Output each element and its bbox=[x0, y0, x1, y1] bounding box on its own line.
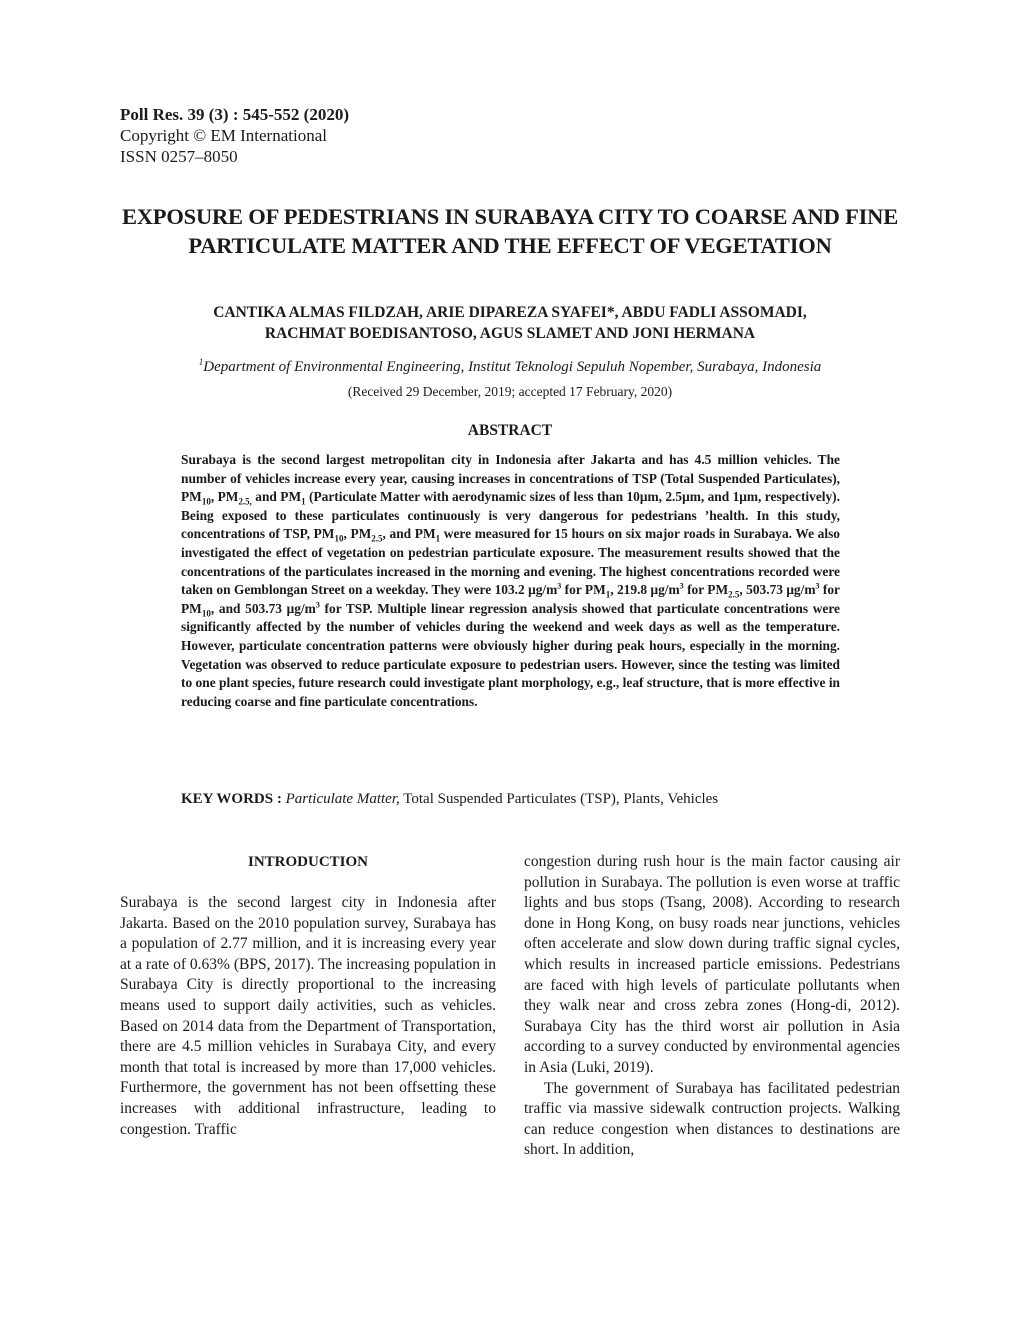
author-list bbox=[120, 302, 900, 344]
issn-line: ISSN 0257–8050 bbox=[120, 147, 238, 166]
affiliation bbox=[120, 352, 900, 377]
intro-paragraph: congestion during rush hour is the main factor causing air pollution in Surabaya. The pollution is even worse at traffic lights and bus stops (Tsang, 2008). According to research done in Hong Kong, on busy roads near junctions, vehicles often accelerate and slow down during traffic signal cycles, which results in increased particle emissions. Pedestrians are faced with high levels of particulate pollutants when they walk near and cross zebra zones (Hong-di, 2012). Surabaya City has the third worst air pollution in Asia according to a survey conducted by environmental agencies in Asia (Luki, 2019). bbox=[524, 853, 900, 1076]
abstract-text: for TSP. Multiple linear regression analysis showed that particulate concentrations were significantly affected by the number of vehicles during the weekend and week days as well as the temperature. However, particulate concentration patterns were obviously higher during peak hours, especially in the morning. Vegetation was observed to reduce particulate exposure to pedestrian users. However, since the testing was limited to one plant species, future research could investigate plant morphology, e.g., leaf structure, that is more effective in reducing coarse and fine particulate concentrations. bbox=[181, 600, 841, 709]
received-dates: (Received 29 December, 2019; accepted 17 February, 2020) bbox=[347, 384, 673, 399]
abstract-subscript: 2.5 bbox=[728, 589, 740, 600]
introduction-heading: INTRODUCTION bbox=[247, 854, 368, 870]
abstract-subscript: 10 bbox=[201, 608, 211, 619]
abstract-text: , 219.8 μg/m bbox=[610, 582, 680, 598]
abstract-superscript: 3 bbox=[679, 581, 684, 591]
abstract-superscript: 3 bbox=[815, 581, 820, 591]
journal-header bbox=[120, 104, 349, 167]
abstract-body bbox=[181, 451, 840, 711]
affiliation-text: Department of Environmental Engineering, Institut Teknologi Sepuluh Nopember, Surabaya, Indonesia bbox=[203, 359, 822, 375]
authors-line-2: RACHMAT BOEDISANTOSO, AGUS SLAMET AND JONI HERMANA bbox=[264, 325, 756, 342]
paper-title: EXPOSURE OF PEDESTRIANS IN SURABAYA CITY TO COARSE AND FINE PARTICULATE MATTER AND THE EFFECT OF VEGETATION bbox=[121, 204, 899, 258]
journal-reference: Poll Res. 39 (3) : 545-552 (2020) bbox=[120, 105, 349, 124]
keyword-italic: Particulate Matter, bbox=[285, 791, 400, 807]
abstract-subscript: 10 bbox=[201, 496, 211, 507]
abstract-subscript: 10 bbox=[334, 534, 344, 545]
abstract-text: for PM bbox=[181, 582, 841, 616]
keywords-label: KEY WORDS : bbox=[181, 791, 282, 807]
intro-paragraph: Surabaya is the second largest city in Indonesia after Jakarta. Based on the 2010 population survey, Surabaya has a population of 2.77 million, and it is increasing every year at a rate of 0.63% (BPS, 2017). The increasing population in Surabaya City is directly proportional to the increasing means used to support daily activities, such as vehicles. Based on 2014 data from the Department of Transportation, there are 4.5 million vehicles in Surabaya City, and every month that total is increased by more than 17,000 vehicles. Furthermore, the government has not been offsetting these increases with additional infrastructure, leading to congestion. Traffic bbox=[120, 894, 496, 1138]
copyright-line: Copyright © EM International bbox=[120, 126, 327, 145]
abstract-text: , PM bbox=[343, 526, 372, 542]
keywords-rest: Total Suspended Particulates (TSP), Plants, Vehicles bbox=[403, 791, 719, 807]
abstract-text: Surabaya is the second largest metropolitan city in Indonesia after Jakarta and has 4.5 million vehicles. The number of vehicles increase every year, causing increases in concentrations of TSP (Total Suspended Particulates), PM bbox=[181, 452, 840, 505]
intro-paragraph: The government of Surabaya has facilitated pedestrian traffic via massive sidewalk contruction projects. Walking can reduce congestion when distances to destinations are short. In addition, bbox=[524, 1079, 900, 1159]
abstract-superscript: 3 bbox=[557, 581, 562, 591]
abstract-subscript: 2.5, bbox=[238, 496, 252, 507]
abstract-subscript: 1 bbox=[301, 496, 306, 507]
abstract-text: , 503.73 μg/m bbox=[739, 582, 816, 598]
left-column bbox=[120, 852, 496, 1140]
right-column bbox=[524, 852, 900, 1161]
abstract-heading: ABSTRACT bbox=[467, 422, 553, 439]
abstract-text: , and 503.73 μg/m bbox=[210, 600, 316, 616]
abstract-subscript: 2.5 bbox=[371, 534, 383, 545]
abstract-text: , PM bbox=[210, 489, 239, 505]
abstract-text: for PM bbox=[561, 582, 606, 598]
abstract-subscript: 1 bbox=[605, 589, 611, 600]
keywords bbox=[181, 791, 840, 808]
affiliation-marker: 1 bbox=[198, 357, 204, 367]
abstract-text: , and PM bbox=[382, 526, 436, 542]
abstract-text: (Particulate Matter with aerodynamic sizes of less than 10μm, 2.5μm, and 1μm, respectively). Being exposed to these particulates continuously is very dangerous for pedestrians ’health. In this study, concentrations of TSP, PM bbox=[181, 489, 840, 542]
abstract-text: were measured for 15 hours on six major roads in Surabaya. We also investigated the effect of vegetation on pedestrian particulate exposure. The measurement results showed that the concentrations of the particulates increased in the morning and evening. The highest concentrations recorded were taken on Gemblongan Street on a weekday. They were 103.2 μg/m bbox=[181, 526, 841, 598]
abstract-text: for PM bbox=[683, 582, 729, 598]
abstract-subscript: 1 bbox=[435, 534, 441, 545]
authors-line-1: CANTIKA ALMAS FILDZAH, ARIE DIPAREZA SYAFEI*, ABDU FADLI ASSOMADI, bbox=[213, 304, 807, 321]
abstract-superscript: 3 bbox=[315, 600, 320, 610]
abstract-text: and PM bbox=[251, 489, 302, 505]
